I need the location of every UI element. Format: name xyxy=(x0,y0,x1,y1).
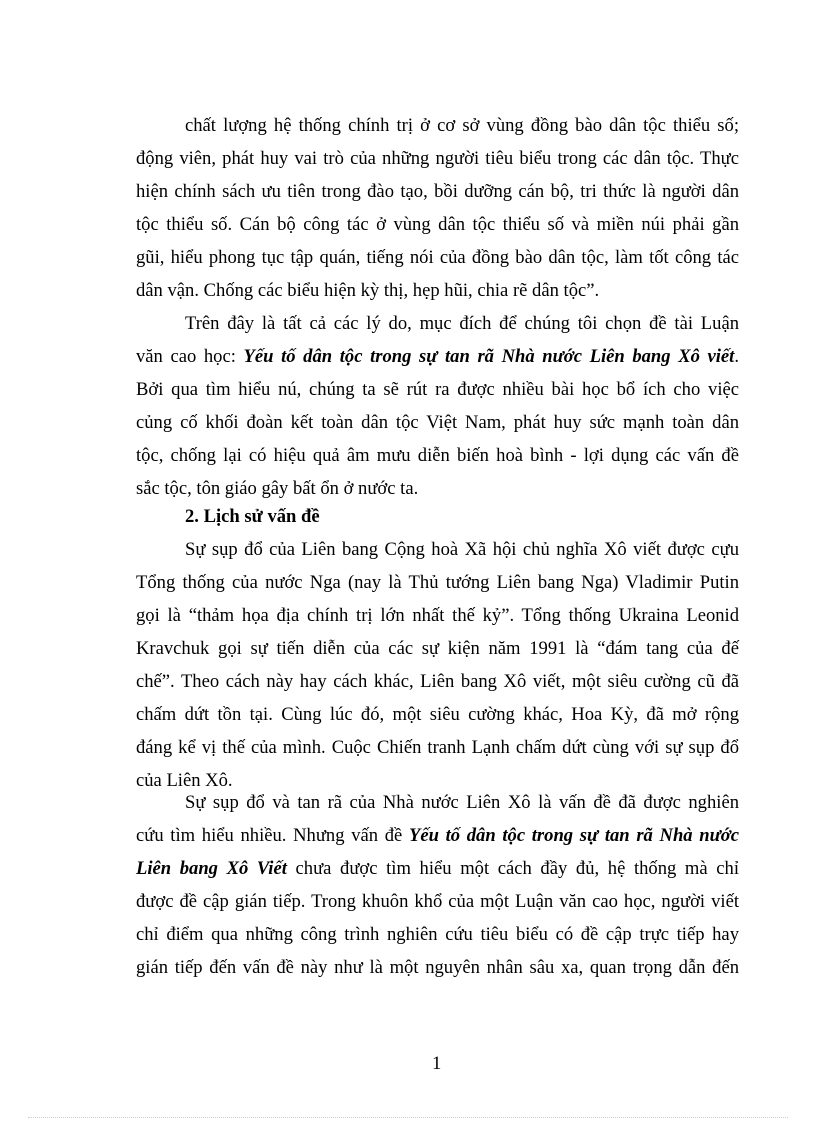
body-text-line: chất lượng hệ thống chính trị ở cơ sở vùng đồng bào dân tộc thiểu số; xyxy=(185,115,739,136)
body-text-line: tộc, chống lại có hiệu quả âm mưu diễn biến hoà bình - lợi dụng các vấn đề xyxy=(136,445,739,466)
text-run: cứu tìm hiểu nhiều. Nhưng vấn đề xyxy=(136,825,409,846)
body-text-line: đáng kể vị thế của mình. Cuộc Chiến tranh Lạnh chấm dứt cùng với sự sụp đổ xyxy=(136,737,739,758)
text-run: chưa được tìm hiểu một cách đầy đủ, hệ thống mà chỉ xyxy=(286,858,739,879)
body-text-line: Kravchuk gọi sự tiến diễn của các sự kiện năm 1991 là “đám tang của đế xyxy=(136,638,739,659)
thesis-title-emphasis: Yếu tố dân tộc trong sự tan rã Nhà nước Liên bang Xô viết xyxy=(243,346,735,367)
body-text-line: gũi, hiểu phong tục tập quán, tiếng nói của đồng bào dân tộc, làm tốt công tác xyxy=(136,247,739,268)
body-text-line: Sự sụp đổ của Liên bang Cộng hoà Xã hội chủ nghĩa Xô viết được cựu xyxy=(185,539,739,560)
thesis-title-emphasis: Liên bang Xô Viết xyxy=(136,858,287,879)
page-bottom-divider xyxy=(28,1117,788,1118)
text-run: văn cao học: xyxy=(136,346,244,367)
body-text-line: dân vận. Chống các biểu hiện kỳ thị, hẹp hũi, chia rẽ dân tộc”. xyxy=(136,280,600,301)
body-text-line: củng cố khối đoàn kết toàn dân tộc Việt Nam, phát huy sức mạnh toàn dân xyxy=(136,412,739,433)
section-heading: 2. Lịch sử vấn đề xyxy=(185,506,320,527)
body-text-line: gián tiếp đến vấn đề này như là một nguyên nhân sâu xa, quan trọng dẫn đến xyxy=(136,957,739,978)
body-text-line: Sự sụp đổ và tan rã của Nhà nước Liên Xô là vấn đề đã được nghiên xyxy=(185,792,739,813)
body-text-line: Bởi qua tìm hiểu nú, chúng ta sẽ rút ra được nhiều bài học bổ ích cho việc xyxy=(136,379,739,400)
body-text-line: Tổng thống của nước Nga (nay là Thủ tướng Liên bang Nga) Vladimir Putin xyxy=(136,572,739,593)
page-number: 1 xyxy=(432,1053,442,1074)
body-text-line: gọi là “thảm họa địa chính trị lớn nhất thế kỷ”. Tổng thống Ukraina Leonid xyxy=(136,605,739,626)
body-text-line-with-title xyxy=(136,821,739,851)
body-text-line: hiện chính sách ưu tiên trong đào tạo, bồi dưỡng cán bộ, tri thức là người dân xyxy=(136,181,739,202)
body-text-line: chỉ điểm qua những công trình nghiên cứu tiêu biểu có đề cập trực tiếp hay xyxy=(136,924,739,945)
body-text-line: của Liên Xô. xyxy=(136,770,233,791)
body-text-line: được đề cập gián tiếp. Trong khuôn khổ của một Luận văn cao học, người viết xyxy=(136,891,739,912)
body-text-line: động viên, phát huy vai trò của những người tiêu biểu trong các dân tộc. Thực xyxy=(136,148,739,169)
body-text-line: tộc thiểu số. Cán bộ công tác ở vùng dân tộc thiểu số và miền núi phải gần xyxy=(136,214,739,235)
thesis-title-emphasis: Yếu tố dân tộc trong sự tan rã Nhà nước xyxy=(408,825,739,846)
text-run: . xyxy=(734,346,739,367)
body-text-line: chấm dứt tồn tại. Cùng lúc đó, một siêu cường khác, Hoa Kỳ, đã mở rộng xyxy=(136,704,739,725)
body-text-line-with-title xyxy=(136,854,739,884)
body-text-line: sắc tộc, tôn giáo gây bất ổn ở nước ta. xyxy=(136,478,419,499)
body-text-line: chế”. Theo cách này hay cách khác, Liên bang Xô viết, một siêu cường cũ đã xyxy=(136,671,739,692)
body-text-line-with-title xyxy=(136,342,739,372)
body-text-line: Trên đây là tất cả các lý do, mục đích để chúng tôi chọn đề tài Luận xyxy=(185,313,739,334)
